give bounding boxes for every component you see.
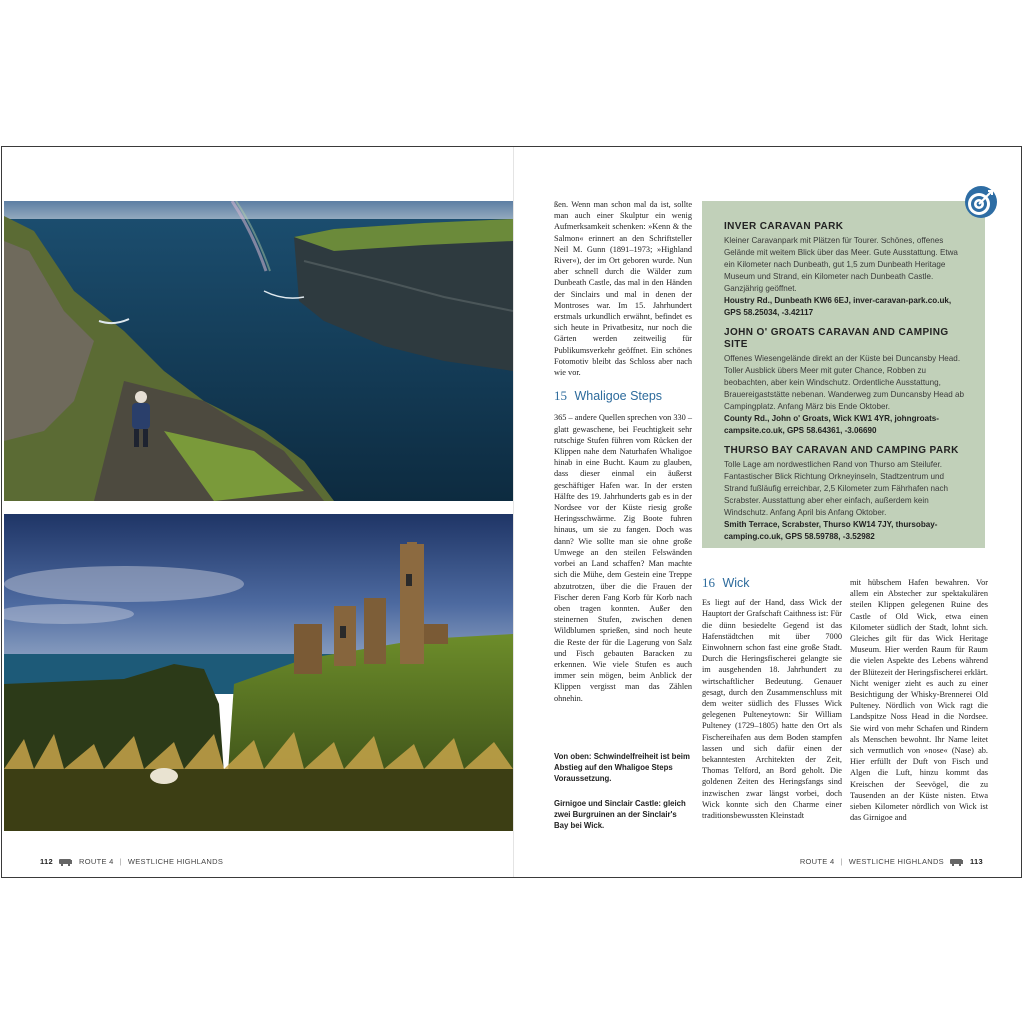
campsite-description: Offenes Wiesengelände direkt an der Küste bei Duncansby Head. Toller Ausblick übers Meer mit guter Chance, Robben zu beobachten, aber kein Windschutz. Ordentliche Ausstattung, Brauereigaststätte nebenan. Wanderweg zum Duncansby Head ab Campingplatz. Anfang März bis Ende Oktober.	[724, 354, 964, 411]
camper-van-icon	[950, 858, 964, 866]
footer-region: WESTLICHE HIGHLANDS	[848, 857, 944, 866]
campsite-address: Houstry Rd., Dunbeath KW6 6EJ, inver-caravan-park.co.uk, GPS 58.25034, -3.42117	[724, 296, 952, 317]
target-icon	[964, 185, 998, 219]
campsite-address: Smith Terrace, Scrabster, Thurso KW14 7JY, thursobay-camping.co.uk, GPS 58.59788, -3.52982	[724, 520, 938, 541]
section-15-paragraph: 365 – andere Quellen sprechen von 330 – glatt gewaschene, bei Feuchtigkeit sehr rutschige Stufen führen vom Rücken der Klippen nahe dem Naturhafen Whaligoe hinab in eine Bucht. Kaum zu glauben, dass dieser einmal ein äußerst geschäftiger Hafen war. In der ersten Hälfte des 19. Jahrhunderts gab es in der Nordsee vor der Küste riesig große Heringsschwärme. Zig Boote fuhren hinaus, um sie zu fangen. Doch was dann? Wie sollte man sie ohne große Umwege an den steilen Felswänden vorbei an Land schaffen? Man machte sich die Mühe, dem Gestein eine Treppe abzutrotzen, über die die Frauen der Fischer deren Fang Korb für Korb nach oben tragen konnten. Außer den steinernen Stufen, zwischen denen Wildblumen sprießen, sind noch heute die Reste der für die Lagerung von Salz und Fisch gebauten Baracken zu erkennen. Wie viele Stufen es auch immer sein mögen, beim Anblick der Klippen vergisst man das Zählen ohnehin.	[554, 413, 693, 703]
article-column-3	[850, 577, 988, 823]
page-number-left: 112	[40, 857, 53, 866]
campsite-infobox	[702, 201, 985, 548]
section-15-number: 15	[554, 388, 567, 404]
campsite-title: JOHN O' GROATS CARAVAN AND CAMPING SITE	[724, 327, 949, 350]
article-column-1	[554, 199, 692, 704]
campsite-entry	[724, 445, 967, 543]
camper-van-icon	[59, 858, 73, 866]
section-16-number: 16	[702, 575, 715, 590]
section-15-title: Whaligoe Steps	[574, 389, 663, 404]
photo-girnigoe-castle	[4, 514, 513, 831]
campsite-title: THURSO BAY CARAVAN AND CAMPING PARK	[724, 445, 959, 456]
campsite-entry	[724, 327, 967, 437]
section-15-heading	[554, 390, 692, 402]
page-gutter	[513, 147, 514, 877]
section-16-paragraph-continued: mit hübschem Hafen bewahren. Vor allem ein Abstecher zur spektakulären steilen Klippen gelegenen Ruine des Castle of Old Wick, etwa einen Kilometer südlich der Stadt, lohnt sich. Gleiches gilt für das Wick Heritage Museum. Hier werden Raum für Raum die vielen Aspekte des Lebens während der Blütezeit der Heringsfischerei erklärt. Nicht weniger zieht es auch zu einer Besichtigung der Whisky-Brennerei Old Pulteney. Nördlich von Wick ragt die Landspitze Noss Head in die Nordsee. Sie wird von mehr Schafen und Rindern als Menschen bewohnt. Ihr Name leitet sich vermutlich von »nose« (Nase) ab. Hier erfüllt der Duft von Fisch und Algen die Luft, hinzu kommt das Kreischen der Seevögel, die zu Tausenden an der Küste nisten. Etwa sieben Kilometer nördlich von Wick ist das Girnigoe and	[850, 578, 988, 823]
photo-caption-bottom: Girnigoe und Sinclair Castle: gleich zwei Burgruinen an der Sinclair's Bay bei Wick.	[554, 799, 686, 831]
footer-left	[40, 857, 223, 866]
footer-separator: |	[119, 857, 122, 866]
campsite-title: INVER CARAVAN PARK	[724, 221, 844, 232]
book-spread	[1, 146, 1022, 878]
footer-region: WESTLICHE HIGHLANDS	[127, 857, 224, 866]
footer-separator: |	[840, 857, 843, 866]
section-16-heading	[702, 577, 842, 589]
campsite-description: Tolle Lage am nordwestlichen Rand von Thurso am Steilufer. Fantastischer Blick Richtung Orkneyinseln, Stadtzentrum und Strand fußläufig erreichbar, 2,5 Kilometer zum Fährhafen nach Scrabster. Ausstattung aber eher einfach, außerdem kein Windschutz. Anfang April bis Anfang Oktober.	[724, 460, 949, 517]
footer-route: ROUTE 4	[79, 857, 114, 866]
photo-whaligoe-cliffs	[4, 201, 513, 501]
campsite-entry	[724, 221, 967, 319]
article-column-2	[702, 577, 842, 821]
page-number-right: 113	[970, 857, 983, 866]
section-16-title: Wick	[722, 576, 750, 590]
intro-paragraph: ßen. Wenn man schon mal da ist, sollte man auch einer Skulptur ein wenig Aufmerksamkeit schenken: »Kenn & the Salmon« erinnert an den Schriftsteller Neil M. Gunn (1891–1973; »Highland River«), der im Ort geboren wurde. Nun aber schnell durch die Wälder zum Dunbeath Castle, das mal in den Händen der Sinclairs und mal in denen der Montroses war. Im 15. Jahrhundert erstmals urkundlich erwähnt, befindet es sich heute in Privatbesitz, nur noch die Gärten werden zeitweilig für Publikumsverkehr geöffnet. Ein schönes Fotomotiv bleibt das Schloss aber nach wie vor.	[554, 200, 692, 378]
campsite-address: County Rd., John o' Groats, Wick KW1 4YR, johngroats-campsite.co.uk, GPS 58.64361, -3.06690	[724, 414, 939, 435]
photo-caption-top: Von oben: Schwindelfreiheit ist beim Abstieg auf den Whaligoe Steps Voraussetzung.	[554, 752, 690, 784]
campsite-description: Kleiner Caravanpark mit Plätzen für Tourer. Schönes, offenes Gelände mit weitem Blick über das Meer. Gute Ausstattung. Etwa ein Kilometer nach Dunbeath, gut 1,5 zum Dunbeath Heritage Museum und Strand, ein Kilometer nach Dunbeath Castle. Ganzjährig geöffnet.	[724, 236, 958, 293]
section-16-paragraph: Es liegt auf der Hand, dass Wick der Hauptort der Grafschaft Caithness ist: Für die dünn besiedelte Gegend ist das Hafenstädtchen mit über 7000 Einwohnern schon fast eine große Stadt. Durch die Heringsfischerei gelangte sie im ausgehenden 18. Jahrhundert zu wirtschaftlicher Bedeutung. Genauer gesagt, durch den Zusammenschluss mit dem weiter südlich des Flusses Wick gelegenen Pulteneytown: Sir William Pulteney (1729–1805) hatte den Ort als Fischereihafen aus dem Boden stampfen lassen und sich dafür einen der bekanntesten Architekten der Zeit, Thomas Telford, an Bord geholt. Die goldenen Zeiten des Heringsfangs sind inzwischen zwar längst vorbei, doch Wick konnte sich den Charme einer traditionsbewussten Kleinstadt	[702, 598, 842, 821]
footer-right	[800, 857, 983, 866]
footer-route: ROUTE 4	[799, 857, 835, 866]
